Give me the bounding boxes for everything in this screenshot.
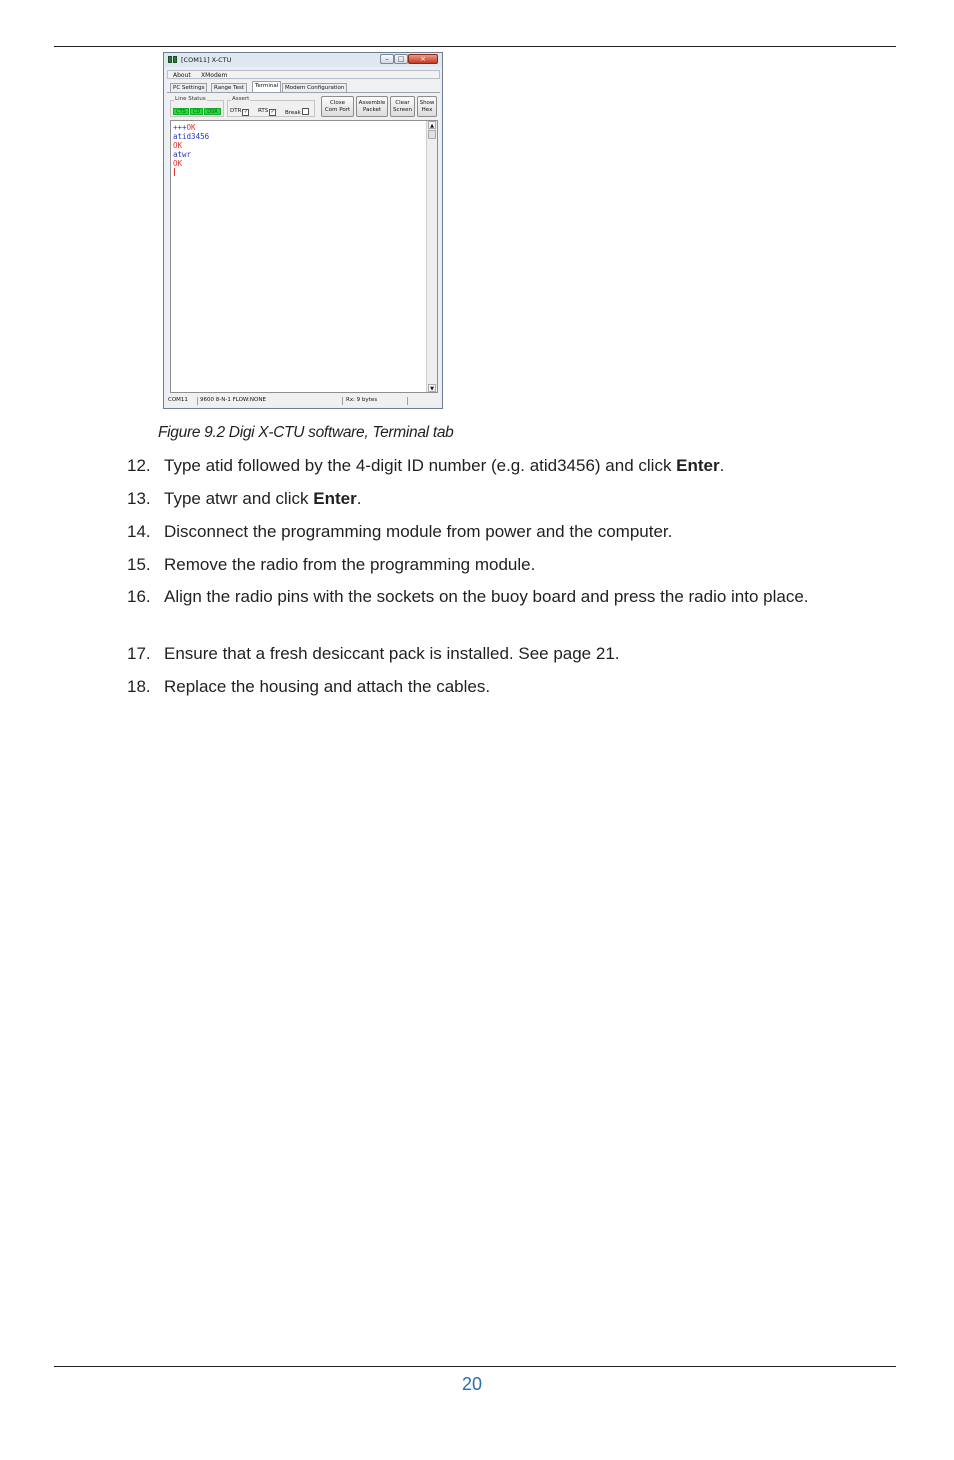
assemble-packet-line2: Packet [363, 107, 381, 113]
clear-screen-line2: Screen [393, 107, 412, 113]
step-item [0, 520, 954, 553]
terminal-line [173, 132, 209, 141]
cd-indicator: CD [190, 108, 203, 115]
step-number: 18. [127, 677, 151, 696]
cts-indicator: CTS [173, 108, 189, 115]
terminal-line [173, 123, 196, 132]
step-number: 17. [127, 644, 151, 663]
step-text: Disconnect the programming module from power and the computer. [164, 522, 673, 541]
step-item [0, 585, 954, 642]
status-bar [167, 396, 440, 405]
window-title: [COM11] X-CTU [181, 56, 232, 64]
close-com-port-line1: Close [330, 100, 345, 106]
line-status-label: Line Status [175, 96, 206, 102]
step-item [0, 454, 954, 487]
step-text: Ensure that a fresh desiccant pack is installed. See page 21. [164, 644, 620, 663]
terminal-line [173, 159, 182, 168]
menu-bar [167, 70, 440, 79]
step-text: Remove the radio from the programming module. [164, 555, 536, 574]
clear-screen-line1: Clear [395, 100, 410, 106]
step-item [0, 553, 954, 585]
assert-group [227, 96, 315, 117]
terminal-sent: atid3456 [173, 132, 210, 141]
scroll-up-icon[interactable]: ▲ [428, 121, 436, 129]
terminal-sent: atwr [173, 150, 192, 159]
terminal-sent: +++ [173, 123, 187, 132]
break-check-icon [302, 108, 309, 115]
line-status-group [170, 96, 224, 117]
client-area [167, 80, 440, 407]
figure-caption: Figure 9.2 Digi X-CTU software, Terminal tab [158, 424, 454, 441]
terminal-reply: OK [173, 141, 183, 150]
assemble-packet-button[interactable] [356, 96, 388, 117]
step-number: 12. [127, 456, 151, 475]
clear-screen-button[interactable] [390, 96, 415, 117]
terminal-reply: OK [186, 123, 196, 132]
tab-terminal[interactable]: Terminal [252, 81, 281, 93]
rts-check-icon: ✓ [270, 109, 275, 115]
header-rule [54, 46, 896, 47]
page-number: 20 [461, 1374, 483, 1394]
close-com-port-button[interactable] [321, 96, 354, 117]
xctu-screenshot [163, 52, 443, 409]
text-caret [174, 168, 175, 176]
terminal-window[interactable] [170, 120, 438, 393]
dtr-label: DTR [230, 108, 242, 114]
maximize-icon[interactable]: □ [394, 54, 408, 64]
menu-about[interactable]: About [173, 72, 191, 79]
scroll-down-icon[interactable]: ▼ [428, 384, 436, 392]
step-item [0, 487, 954, 520]
menu-xmodem[interactable]: XModem [201, 72, 228, 79]
show-hex-line2: Hex [421, 107, 433, 113]
tab-modem-configuration[interactable]: Modem Configuration [282, 83, 347, 92]
instruction-steps [0, 454, 954, 708]
rts-label: RTS [258, 108, 269, 114]
footer-rule [54, 1366, 896, 1367]
terminal-line [173, 141, 182, 150]
window-titlebar [164, 53, 442, 67]
tab-panel-border [167, 92, 440, 93]
step-number: 14. [127, 522, 151, 541]
close-com-port-line2: Com Port [324, 107, 351, 113]
step-text: Type atwr and click Enter. [164, 489, 362, 508]
status-settings: 9600 8-N-1 FLOW:NONE [199, 397, 343, 405]
step-item [0, 642, 954, 675]
show-hex-button[interactable] [417, 96, 437, 117]
step-item [0, 675, 954, 708]
scroll-thumb[interactable] [428, 130, 436, 139]
step-number: 15. [127, 555, 151, 574]
tab-range-test[interactable]: Range Test [211, 83, 247, 92]
step-number: 16. [127, 587, 151, 606]
minimize-icon[interactable]: – [380, 54, 394, 64]
assert-label: Assert [232, 96, 250, 102]
step-text: Align the radio pins with the sockets on the buoy board and press the radio into place. [164, 587, 809, 606]
terminal-reply: OK [173, 159, 183, 168]
status-port: COM11 [167, 397, 198, 405]
step-text: Replace the housing and attach the cables. [164, 677, 491, 696]
break-label: Break [285, 110, 301, 116]
assemble-packet-line1: Assemble [358, 100, 386, 106]
dsr-indicator: DSR [204, 108, 221, 115]
step-number: 13. [127, 489, 151, 508]
step-text: Type atid followed by the 4-digit ID number (e.g. atid3456) and click Enter. [164, 456, 725, 475]
tab-pc-settings[interactable]: PC Settings [170, 83, 207, 92]
show-hex-line1: Show [419, 100, 435, 106]
dtr-checkbox[interactable] [230, 108, 249, 116]
terminal-line [173, 150, 191, 159]
dtr-check-icon: ✓ [243, 109, 249, 115]
close-icon[interactable]: × [408, 54, 438, 64]
status-rx-count: Rx: 9 bytes [345, 397, 408, 405]
terminal-scrollbar[interactable] [426, 121, 437, 392]
rts-checkbox[interactable] [258, 108, 276, 116]
break-checkbox[interactable] [285, 108, 309, 116]
xctu-app-icon [168, 56, 177, 63]
